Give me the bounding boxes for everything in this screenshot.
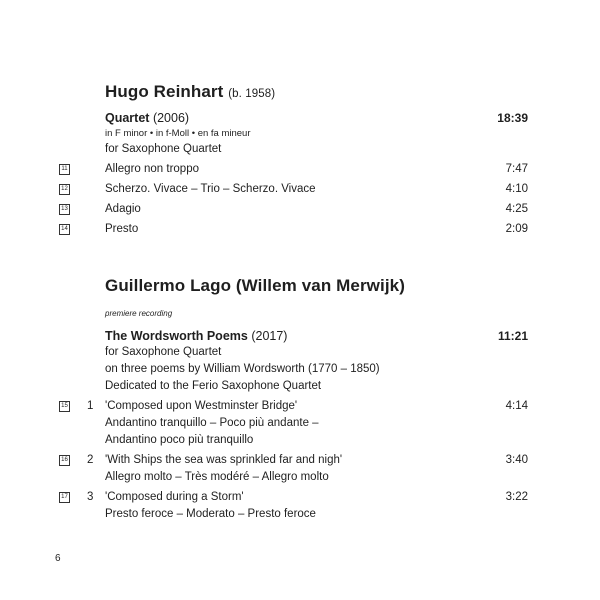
movement-tempi: Allegro molto – Très modéré – Allegro molto bbox=[105, 471, 329, 483]
work-info-line: Dedicated to the Ferio Saxophone Quartet bbox=[105, 380, 322, 392]
composer-name bbox=[105, 82, 275, 102]
movement-number: 2 bbox=[87, 454, 94, 466]
movement-title: Allegro non troppo bbox=[105, 163, 199, 175]
track-number-box: 13 bbox=[59, 204, 70, 215]
track-number-box: 11 bbox=[59, 164, 70, 175]
track-number-box: 12 bbox=[59, 184, 70, 195]
work-title-text: The Wordsworth Poems bbox=[105, 329, 248, 343]
movement-title: Adagio bbox=[105, 203, 141, 215]
movement-title: Scherzo. Vivace – Trio – Scherzo. Vivace bbox=[105, 183, 316, 195]
composer-name-text: Hugo Reinhart bbox=[105, 82, 224, 101]
movement-title: Presto bbox=[105, 223, 139, 235]
composer-lifespan: (b. 1958) bbox=[228, 88, 276, 100]
work-duration: 18:39 bbox=[497, 111, 528, 125]
work-title bbox=[105, 329, 287, 343]
track-number-box: 17 bbox=[59, 492, 70, 503]
movement-title: 'With Ships the sea was sprinkled far and nigh' bbox=[105, 454, 343, 466]
track-number-box: 16 bbox=[59, 455, 70, 466]
work-title bbox=[105, 111, 189, 125]
movement-title: 'Composed upon Westminster Bridge' bbox=[105, 400, 298, 412]
track-number-box: 15 bbox=[59, 401, 70, 412]
movement-title: 'Composed during a Storm' bbox=[105, 491, 244, 503]
work-year: (2006) bbox=[152, 111, 190, 125]
work-info-line: on three poems by William Wordsworth (1770 – 1850) bbox=[105, 363, 380, 375]
work-info-line: for Saxophone Quartet bbox=[105, 346, 222, 358]
work-title-text: Quartet bbox=[105, 111, 150, 125]
work-year: (2017) bbox=[251, 329, 288, 343]
track-number-box: 14 bbox=[59, 224, 70, 235]
recording-note: premiere recording bbox=[105, 309, 173, 318]
movement-tempi: Presto feroce – Moderato – Presto feroce bbox=[105, 508, 316, 520]
movement-duration: 3:22 bbox=[505, 491, 528, 503]
movement-duration: 2:09 bbox=[505, 223, 528, 235]
movement-duration: 3:40 bbox=[505, 454, 528, 466]
movement-duration: 4:10 bbox=[505, 183, 528, 195]
work-scoring: for Saxophone Quartet bbox=[105, 143, 222, 155]
movement-number: 3 bbox=[87, 491, 94, 503]
movement-duration: 7:47 bbox=[505, 163, 528, 175]
movement-number: 1 bbox=[87, 400, 94, 412]
movement-tempi: Andantino poco più tranquillo bbox=[105, 434, 254, 446]
work-duration: 11:21 bbox=[497, 329, 528, 343]
movement-duration: 4:14 bbox=[505, 400, 528, 412]
composer-name: Guillermo Lago (Willem van Merwijk) bbox=[105, 276, 405, 295]
page-number: 6 bbox=[55, 553, 61, 564]
movement-tempi: Andantino tranquillo – Poco più andante – bbox=[105, 417, 319, 429]
work-key: in F minor • in f-Moll • en fa mineur bbox=[105, 128, 251, 139]
movement-duration: 4:25 bbox=[505, 203, 528, 215]
